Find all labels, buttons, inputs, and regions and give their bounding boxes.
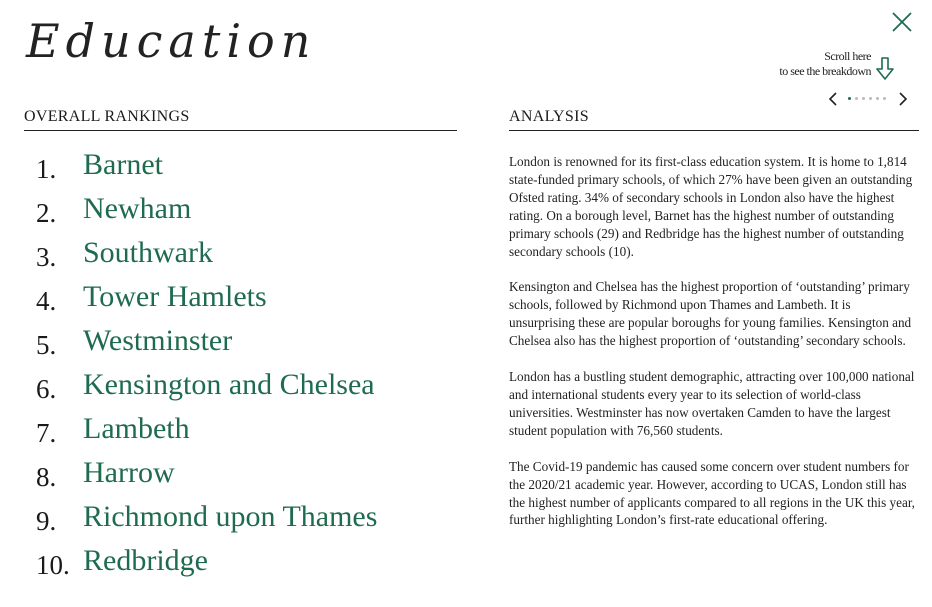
borough-name: Harrow	[83, 456, 175, 489]
pager-dot[interactable]	[848, 97, 851, 100]
borough-name: Richmond upon Thames	[83, 500, 378, 533]
chevron-right-icon	[896, 90, 910, 108]
analysis-paragraph: The Covid-19 pandemic has caused some concern over student numbers for the 2020/21 academic year. However, according to UCAS, London still has the highest number of applicants compared to all regions in the UK this year, further highlighting London’s first-rate educational offering.	[509, 458, 915, 528]
borough-name: Kensington and Chelsea	[83, 368, 375, 401]
rankings-heading: OVERALL RANKINGS	[24, 108, 457, 131]
rank-number: 4.	[36, 286, 57, 316]
prev-button[interactable]	[826, 90, 840, 108]
rank-item	[36, 280, 377, 324]
pager-dot[interactable]	[876, 97, 879, 100]
borough-name: Redbridge	[83, 544, 208, 577]
rank-item	[36, 544, 377, 588]
borough-name: Lambeth	[83, 412, 190, 445]
close-button[interactable]	[890, 10, 914, 34]
rank-item	[36, 148, 377, 192]
rank-number: 5.	[36, 330, 57, 360]
rank-item	[36, 500, 377, 544]
next-button[interactable]	[896, 90, 910, 108]
analysis-paragraph: Kensington and Chelsea has the highest proportion of ‘outstanding’ primary schools, followed by Richmond upon Thames and Lambeth. It is unsurprising these are popular boroughs for young families. Kensington and Chelsea also has the highest proportion of ‘outstanding’ secondary schools.	[509, 279, 912, 349]
rank-number: 3.	[36, 242, 57, 272]
pager-dot[interactable]	[869, 97, 872, 100]
rank-number: 1.	[36, 154, 57, 184]
borough-name: Southwark	[83, 236, 213, 269]
rank-number: 2.	[36, 198, 57, 228]
analysis-text	[509, 153, 919, 547]
pager-dot[interactable]	[883, 97, 886, 100]
rank-item	[36, 368, 377, 412]
borough-name: Westminster	[83, 324, 233, 357]
rank-number: 9.	[36, 506, 57, 536]
rank-item	[36, 456, 377, 500]
chevron-left-icon	[826, 90, 840, 108]
rank-number: 8.	[36, 462, 57, 492]
analysis-heading: ANALYSIS	[509, 108, 919, 131]
rank-item	[36, 412, 377, 456]
rank-number: 10.	[36, 550, 70, 580]
scroll-hint	[779, 49, 871, 79]
analysis-paragraph: London has a bustling student demographic, attracting over 100,000 national and international students every year to its selection of world-class universities. Westminster has now overtaken Camden to have the largest student population with 76,560 students.	[509, 369, 915, 438]
arrow-down-icon	[873, 56, 897, 82]
rank-number: 7.	[36, 418, 57, 448]
pager-dot[interactable]	[862, 97, 865, 100]
borough-name: Newham	[83, 192, 192, 225]
scroll-hint-line-2: to see the breakdown	[779, 64, 871, 78]
pager-dot[interactable]	[855, 97, 858, 100]
scroll-down-button[interactable]	[873, 56, 897, 82]
rank-item	[36, 192, 377, 236]
page-title: Education	[26, 14, 317, 68]
rankings-list	[36, 148, 377, 588]
rank-item	[36, 324, 377, 368]
borough-name: Tower Hamlets	[83, 280, 267, 313]
scroll-hint-line-1: Scroll here	[824, 49, 871, 63]
rank-number: 6.	[36, 374, 57, 404]
close-icon	[890, 10, 914, 34]
borough-name: Barnet	[83, 148, 163, 181]
pager	[826, 90, 910, 108]
analysis-paragraph: London is renowned for its first-class education system. It is home to 1,814 state-funded primary schools, of which 27% have been given an outstanding Ofsted rating. 34% of secondary schools in London also have the highest rating. On a borough level, Barnet has the highest number of outstanding primary schools (29) and Redbridge has the highest number of outstanding secondary schools (10).	[509, 154, 913, 259]
pager-dots	[848, 97, 886, 100]
rank-item	[36, 236, 377, 280]
